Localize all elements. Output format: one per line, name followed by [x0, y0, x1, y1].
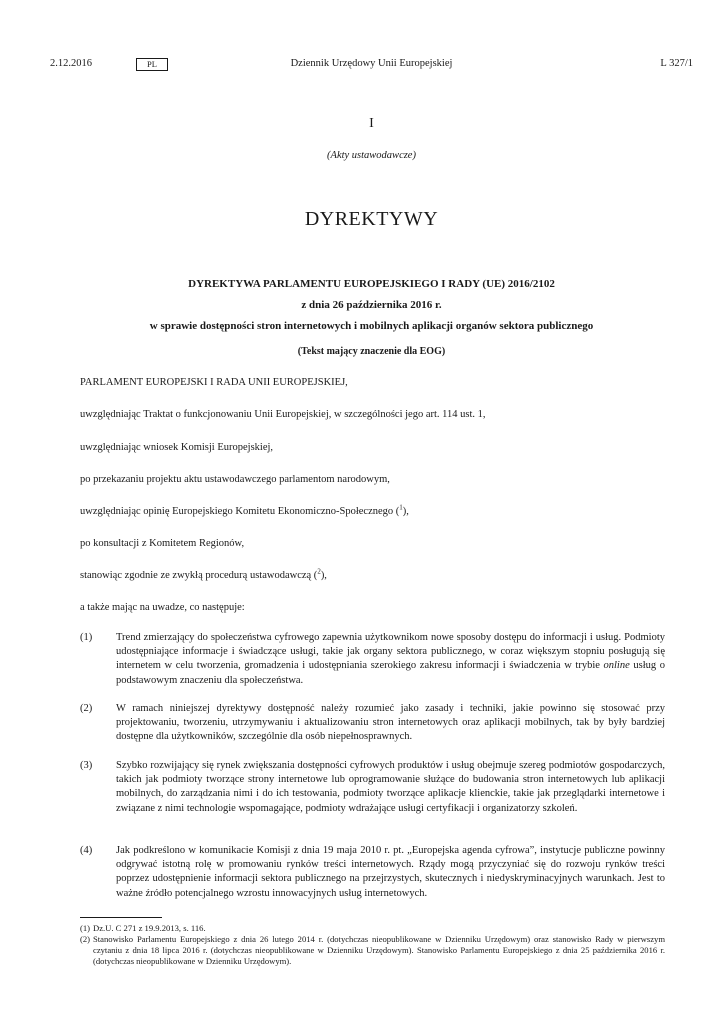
footnote-number: (1): [80, 923, 91, 933]
recital-text: W ramach niniejszej dyrektywy dostępność należy rozumieć jako zasady i techniki, jakie powinno się stosować przy projektowaniu, tworzeniu, utrzymywaniu i aktualizowaniu stron internetowych oraz aplikacji mobilnych, tak by były bardziej dostępne dla użytkowników, szczególnie dla osób niepełnosprawnych.: [116, 703, 665, 743]
recital-text: Trend zmierzający do społeczeństwa cyfrowego zapewnia użytkownikom nowe sposoby dostępu do informacji i usług. Podmioty udostępniające informacje i świadczące usługi, takie jak organy sektora publicznego, w coraz większym stopniu posługują się internetem w celu tworzenia, gromadzenia i udostępniania szerokiego zakresu informacji i świadczenia w trybie online usług o podstawowym znaczeniu dla społeczeństwa.: [116, 632, 665, 686]
footnote-ref-2[interactable]: 2: [317, 567, 321, 576]
recital-number: (1): [80, 632, 93, 643]
directive-date: z dnia 26 października 2016 r.: [301, 299, 442, 311]
recital-number: (2): [80, 703, 93, 714]
section-number: I: [369, 116, 374, 131]
language-badge: PL: [136, 58, 168, 71]
preamble-proposal: uwzględniając wniosek Komisji Europejskiej,: [80, 442, 274, 453]
footnote-number: (2): [80, 934, 91, 944]
footnote-text: Dz.U. C 271 z 19.9.2013, s. 116.: [93, 923, 206, 933]
preamble-eesc-opinion: uwzględniając opinię Europejskiego Komitetu Ekonomiczno-Społecznego ($^1$),: [80, 503, 409, 517]
directive-subject: w sprawie dostępności stron internetowych i mobilnych aplikacji organów sektora publicznego: [149, 320, 594, 332]
acts-label: (Akty ustawodawcze): [327, 150, 416, 161]
preamble-procedure: stanowiąc zgodnie ze zwykłą procedurą ustawodawczą ($^2$),: [80, 567, 327, 581]
page-reference: L 327/1: [660, 58, 693, 69]
footnote-separator: [80, 917, 162, 918]
eea-relevance: (Tekst mający znaczenie dla EOG): [297, 346, 446, 357]
section-heading: DYREKTYWY: [304, 208, 439, 230]
publication-date: 2.12.2016: [50, 58, 92, 69]
preamble-whereas: a także mając na uwadze, co następuje:: [80, 602, 245, 613]
journal-title: Dziennik Urzędowy Unii Europejskiej: [290, 58, 453, 69]
preamble-treaty: uwzględniając Traktat o funkcjonowaniu Unii Europejskiej, w szczególności jego art. 114 ust. 1,: [80, 409, 486, 420]
recital-text: Jak podkreślono w komunikacie Komisji z dnia 19 maja 2010 r. pt. „Europejska agenda cyfrowa”, instytucje publiczne powinny odgrywać istotną rolę w promowaniu rynków treści internetowych. Rządy mogą przyczyniać się do rozwoju rynków treści poprzez udostępnienie informacji sektora publicznego na przejrzystych, skutecznych i niedyskryminacyjnych warunkach. Jest to ważne źródło potencjalnego wzrostu innowacyjnych usług internetowych.: [116, 845, 665, 899]
directive-title: DYREKTYWA PARLAMENTU EUROPEJSKIEGO I RADY (UE) 2016/2102: [188, 278, 555, 290]
preamble-regions: po konsultacji z Komitetem Regionów,: [80, 538, 245, 549]
recital-text: Szybko rozwijający się rynek zwiększania dostępności cyfrowych produktów i usług obejmuje szereg podmiotów gospodarczych, takich jak podmioty tworzące strony internetowe lub oprogramowanie służące do budowania stron internetowych lub aplikacji mobilnych, do zarządzania nimi i do ich testowania, podmioty tworzące aplikacje klienckie, takie jak przeglądarki internetowe i związane z nimi technologie wspomagające, podmioty wdrażające usługi certyfikacji i organizatorzy szkoleń.: [116, 760, 665, 814]
footnote-text: Stanowisko Parlamentu Europejskiego z dnia 26 lutego 2014 r. (dotychczas nieopublikowane w Dzienniku Urzędowym) oraz stanowisko Rady w pierwszym czytaniu z dnia 18 lipca 2016 r. (dotychczas nieopublikowane w Dzienniku Urzędowym). Stanowisko Parlamentu Europejskiego z dnia 25 października 2016 r. (dotychczas nieopublikowane w Dzienniku Urzędowym).: [93, 934, 665, 967]
recital-number: (3): [80, 760, 93, 771]
page-header: [50, 58, 693, 74]
preamble-national-parliaments: po przekazaniu projektu aktu ustawodawczego parlamentom narodowym,: [80, 474, 390, 485]
recital-number: (4): [80, 845, 93, 856]
footnote-ref-1[interactable]: 1: [399, 503, 403, 512]
preamble-institutions: PARLAMENT EUROPEJSKI I RADA UNII EUROPEJSKIEJ,: [80, 377, 348, 388]
